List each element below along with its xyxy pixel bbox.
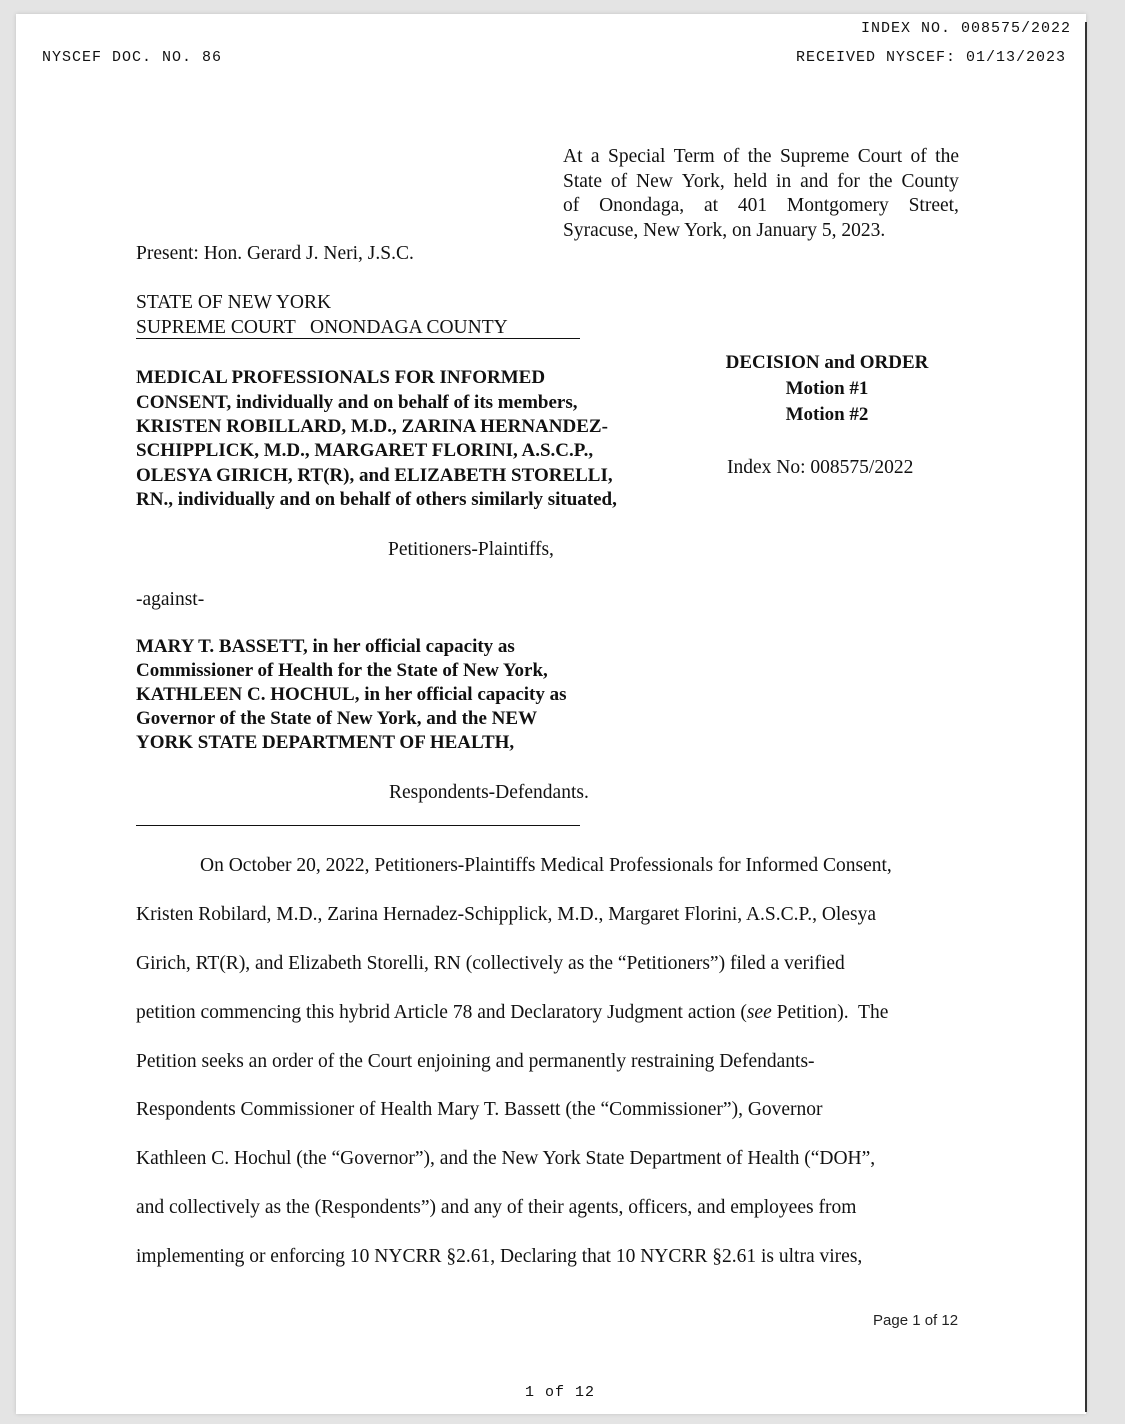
decision-index-number: Index No: 008575/2022 [727, 457, 914, 478]
body-line: Kathleen C. Hochul (the “Governor”), and the New York State Department of Health (“DOH”, [136, 1148, 876, 1169]
motion-2: Motion #2 [785, 404, 869, 425]
page-edge-line [1085, 22, 1087, 1412]
body-line: Girich, RT(R), and Elizabeth Storelli, RN (collectively as the “Petitioners”) filed a verified [136, 953, 845, 974]
petitioners-role: Petitioners-Plaintiffs, [388, 539, 554, 560]
received-date: RECEIVED NYSCEF: 01/13/2023 [796, 49, 1067, 66]
petitioners-line: OLESYA GIRICH, RT(R), and ELIZABETH STORELLI, [136, 465, 613, 486]
petitioners-line: MEDICAL PROFESSIONALS FOR INFORMED [136, 367, 546, 388]
index-number-header: INDEX NO. 008575/2022 [861, 20, 1072, 37]
word: Montgomery [786, 195, 889, 216]
see-citation: see [746, 1002, 772, 1023]
word: of [723, 146, 740, 167]
respondents-line: KATHLEEN C. HOCHUL, in her official capacity as [136, 684, 567, 705]
word: held [733, 170, 768, 192]
page-number-label: Page 1 of 12 [873, 1312, 959, 1329]
petitioners-line: CONSENT, individually and on behalf of its members, [136, 392, 578, 413]
body-line: implementing or enforcing 10 NYCRR §2.61, Declaring that 10 NYCRR §2.61 is ultra vires, [136, 1246, 863, 1267]
word: for [837, 170, 860, 192]
word: Court [857, 146, 903, 167]
word: of [910, 146, 927, 167]
special-term-line-4 [563, 219, 959, 244]
word: the [747, 146, 772, 167]
word: York, [681, 170, 725, 192]
word: Term [673, 146, 715, 167]
word: Special [607, 146, 666, 167]
respondents-line: Governor of the State of New York, and the NEW [136, 708, 538, 729]
court-state: STATE OF NEW YORK [136, 292, 332, 313]
word: of [610, 170, 628, 192]
decision-title: DECISION and ORDER [725, 352, 929, 373]
respondents-role: Respondents-Defendants. [389, 782, 589, 803]
against-label: -against- [136, 589, 205, 610]
caption-divider [136, 825, 580, 826]
special-term-line-2 [563, 170, 959, 195]
word: County [901, 170, 959, 192]
respondents-line: YORK STATE DEPARTMENT OF HEALTH, [136, 732, 515, 753]
word: in [776, 170, 792, 192]
word: 401 [737, 195, 768, 216]
body-line: and collectively as the (Respondents”) and any of their agents, officers, and employees from [136, 1197, 857, 1218]
word: the [935, 146, 959, 167]
present-judge: Present: Hon. Gerard J. Neri, J.S.C. [136, 243, 414, 264]
word: of [563, 195, 580, 216]
petitioners-line: KRISTEN ROBILLARD, M.D., ZARINA HERNANDEZ- [136, 416, 608, 437]
word: the [868, 170, 893, 192]
court-name: SUPREME COURT ONONDAGA COUNTY [136, 317, 508, 338]
word: State [563, 170, 602, 192]
word: at [703, 195, 719, 216]
word: Syracuse, New York, on January 5, 2023. [563, 219, 886, 241]
respondents-line: Commissioner of Health for the State of New York, [136, 660, 548, 681]
body-line: Respondents Commissioner of Health Mary T. Bassett (the “Commissioner”), Governor [136, 1099, 823, 1120]
special-term-line-3 [563, 194, 959, 219]
petitioners-line: RN., individually and on behalf of others similarly situated, [136, 489, 617, 510]
respondents-line: MARY T. BASSETT, in her official capacity as [136, 636, 515, 657]
body-line: Kristen Robilard, M.D., Zarina Hernadez-Schipplick, M.D., Margaret Florini, A.S.C.P., Olesya [136, 904, 876, 925]
word: Onondaga, [599, 195, 685, 216]
body-text: petition commencing this hybrid Article 78 and Declaratory Judgment action ( [136, 1002, 747, 1023]
special-term-line-1 [563, 145, 959, 170]
word: Supreme [779, 146, 850, 167]
word: a [590, 146, 600, 167]
word: At [563, 146, 583, 167]
word: New [636, 170, 673, 192]
body-line: On October 20, 2022, Petitioners-Plaintiffs Medical Professionals for Informed Consent, [200, 855, 892, 876]
petitioners-line: SCHIPPLICK, M.D., MARGARET FLORINI, A.S.C.P., [136, 440, 594, 461]
body-line [136, 1002, 888, 1024]
word: and [800, 170, 829, 192]
nyscef-doc-number: NYSCEF DOC. NO. 86 [42, 49, 223, 66]
body-text: Petition). The [771, 1002, 889, 1023]
court-underline [136, 338, 580, 339]
body-line: Petition seeks an order of the Court enjoining and permanently restraining Defendants- [136, 1051, 815, 1072]
special-term-block [563, 145, 959, 243]
motion-1: Motion #1 [785, 378, 869, 399]
word: Street, [908, 195, 959, 216]
page-number-footer: 1 of 12 [525, 1384, 596, 1401]
